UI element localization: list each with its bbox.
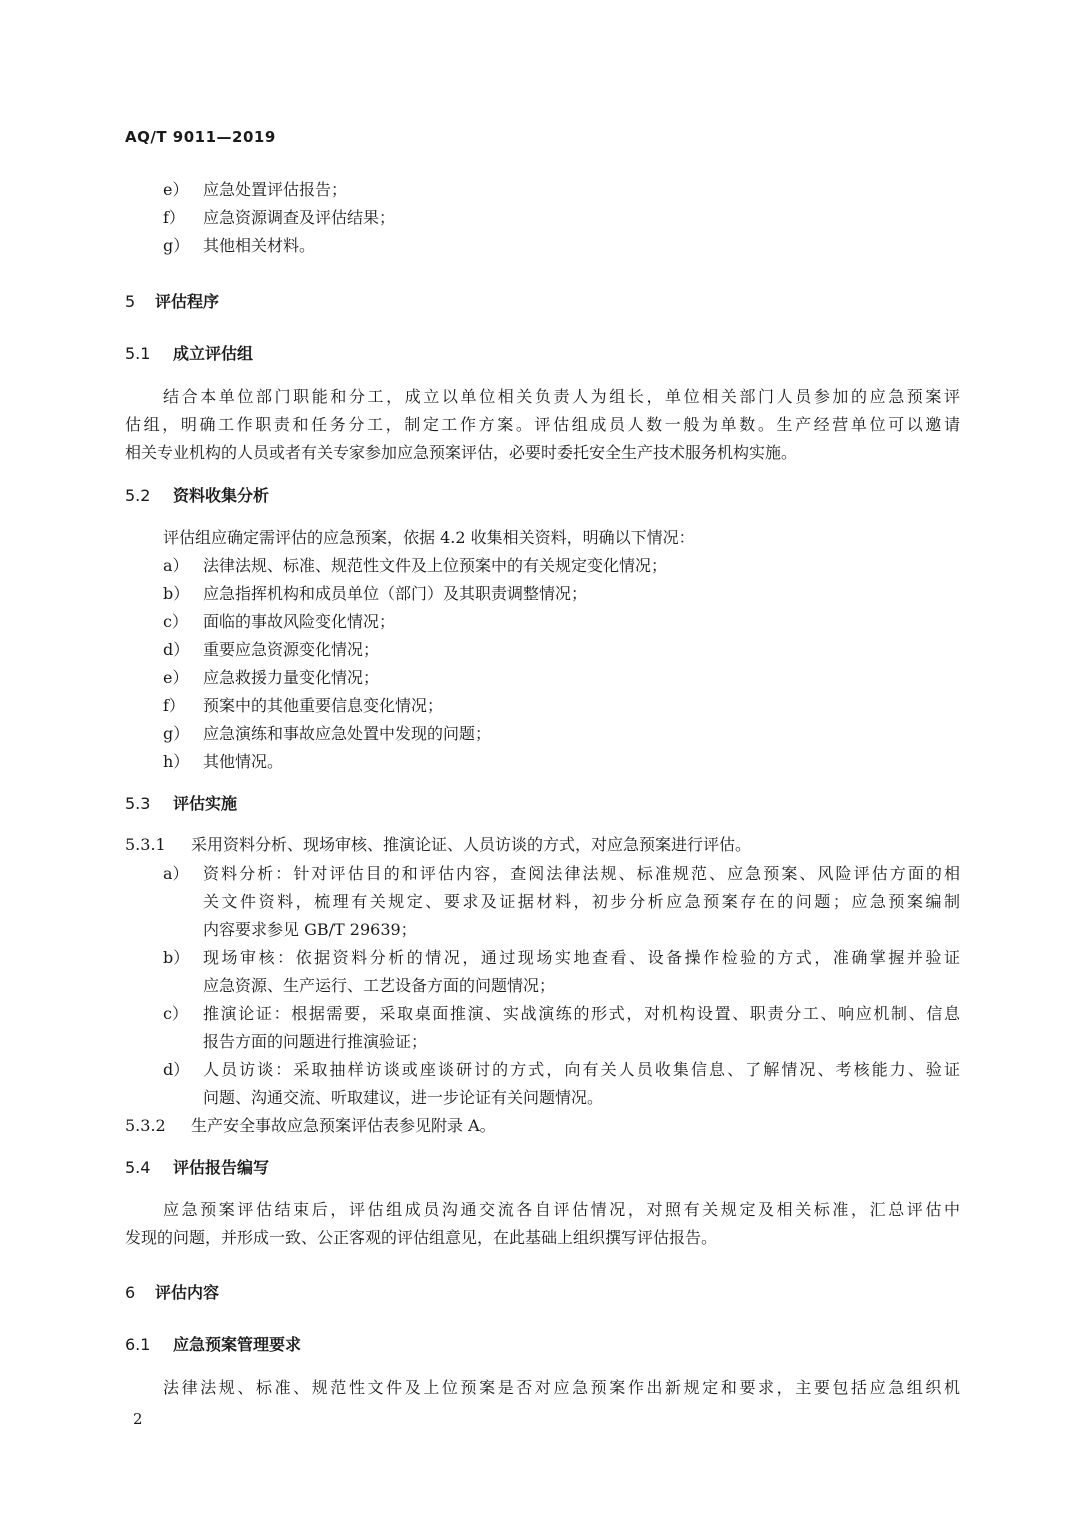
- list-label: f）: [163, 208, 185, 227]
- list-item: [163, 724, 491, 744]
- list-text: 内容要求参见 GB/T 29639；: [203, 920, 417, 939]
- list-text: 应急资源、生产运行、工艺设备方面的问题情况；: [203, 976, 556, 995]
- list-text: 应急处置评估报告；: [203, 180, 348, 199]
- subsection-number: 5.1: [125, 344, 151, 363]
- paragraph-line: 发现的问题，并形成一致、公正客观的评估组意见，在此基础上组织撰写评估报告。: [125, 1228, 718, 1247]
- paragraph-line: 结合本单位部门职能和分工，成立以单位相关负责人为组长，单位相关部门人员参加的应急预案评: [163, 387, 960, 406]
- subsection-title: 评估报告编写: [173, 1158, 270, 1177]
- list-item: [163, 556, 667, 576]
- paragraph-line: 评估组应确定需评估的应急预案，依据 4.2 收集相关资料，明确以下情况：: [163, 528, 695, 547]
- subsection-title: 成立评估组: [173, 344, 254, 363]
- list-label: c）: [163, 1004, 188, 1023]
- clause-number: 5.3.2: [125, 1116, 166, 1135]
- section-number: 6: [125, 1283, 136, 1302]
- list-label: d）: [163, 1060, 190, 1079]
- clause-number: 5.3.1: [125, 835, 166, 854]
- standard-code: AQ/T 9011—2019: [125, 128, 276, 146]
- list-label: b）: [163, 584, 190, 603]
- list-item: [163, 612, 395, 632]
- list-item: [163, 584, 587, 604]
- clause: [125, 1116, 496, 1136]
- clause-text: 采用资料分析、现场审核、推演论证、人员访谈的方式，对应急预案进行评估。: [191, 835, 752, 854]
- list-item: [163, 208, 395, 228]
- list-label: a）: [163, 864, 189, 883]
- paragraph-line: 估组，明确工作职责和任务分工，制定工作方案。评估组成员人数一般为单数。生产经营单位可以邀请: [125, 415, 960, 434]
- list-label: a）: [163, 556, 189, 575]
- list-text: 现场审核：依据资料分析的情况，通过现场实地查看、设备操作检验的方式，准确掌握并验证: [203, 948, 960, 967]
- list-text: 应急救援力量变化情况；: [203, 668, 380, 687]
- paragraph-line: 相关专业机构的人员或者有关专家参加应急预案评估，必要时委托安全生产技术服务机构实施。: [125, 443, 798, 462]
- list-text: 资料分析：针对评估目的和评估内容，查阅法律法规、标准规范、应急预案、风险评估方面的相: [203, 864, 960, 883]
- subsection-number: 5.2: [125, 486, 151, 505]
- list-item: [163, 752, 283, 772]
- subsection-heading: [125, 344, 253, 364]
- list-label: e）: [163, 180, 189, 199]
- subsection-title: 应急预案管理要求: [173, 1335, 302, 1354]
- list-item: [163, 640, 379, 660]
- clause: [125, 835, 751, 855]
- list-text: 预案中的其他重要信息变化情况；: [203, 696, 444, 715]
- subsection-number: 5.4: [125, 1158, 151, 1177]
- list-text: 重要应急资源变化情况；: [203, 640, 380, 659]
- section-title: 评估内容: [155, 1283, 220, 1302]
- list-text: 其他相关材料。: [203, 236, 316, 255]
- list-text: 推演论证：根据需要，采取桌面推演、实战演练的形式，对机构设置、职责分工、响应机制、信息: [203, 1004, 960, 1023]
- list-label: d）: [163, 640, 190, 659]
- section-heading: [125, 292, 219, 312]
- list-label: b）: [163, 948, 190, 967]
- list-text: 法律法规、标准、规范性文件及上位预案中的有关规定变化情况；: [203, 556, 668, 575]
- list-item: [163, 180, 347, 200]
- list-label: c）: [163, 612, 188, 631]
- list-item: [163, 668, 379, 688]
- list-label: e）: [163, 668, 189, 687]
- subsection-title: 评估实施: [173, 794, 238, 813]
- list-item: [163, 696, 443, 716]
- list-label: f）: [163, 696, 185, 715]
- subsection-heading: [125, 1335, 301, 1355]
- subsection-number: 6.1: [125, 1335, 151, 1354]
- list-text: 应急指挥机构和成员单位（部门）及其职责调整情况；: [203, 584, 588, 603]
- list-label: h）: [163, 752, 190, 771]
- list-text: 关文件资料，梳理有关规定、要求及证据材料，初步分析应急预案存在的问题；应急预案编制: [203, 892, 960, 911]
- section-heading: [125, 1283, 219, 1303]
- subsection-heading: [125, 794, 237, 814]
- list-label: g）: [163, 724, 190, 743]
- section-number: 5: [125, 292, 136, 311]
- list-text: 问题、沟通交流、听取建议，进一步论证有关问题情况。: [203, 1088, 604, 1107]
- list-text: 应急资源调查及评估结果；: [203, 208, 396, 227]
- list-text: 面临的事故风险变化情况；: [203, 612, 396, 631]
- subsection-number: 5.3: [125, 794, 151, 813]
- section-title: 评估程序: [155, 292, 220, 311]
- paragraph-line: 应急预案评估结束后，评估组成员沟通交流各自评估情况，对照有关规定及相关标准，汇总评估中: [163, 1200, 960, 1219]
- list-text: 应急演练和事故应急处置中发现的问题；: [203, 724, 492, 743]
- subsection-title: 资料收集分析: [173, 486, 270, 505]
- clause-text: 生产安全事故应急预案评估表参见附录 A。: [191, 1116, 496, 1135]
- paragraph-line: 法律法规、标准、规范性文件及上位预案是否对应急预案作出新规定和要求，主要包括应急组织机: [163, 1378, 960, 1397]
- list-label: g）: [163, 236, 190, 255]
- subsection-heading: [125, 486, 269, 506]
- list-item: [163, 236, 315, 256]
- list-text: 报告方面的问题进行推演验证；: [203, 1032, 428, 1051]
- subsection-heading: [125, 1158, 269, 1178]
- page-number: 2: [133, 1410, 143, 1428]
- list-text: 其他情况。: [203, 752, 284, 771]
- list-text: 人员访谈：采取抽样访谈或座谈研讨的方式，向有关人员收集信息、了解情况、考核能力、验证: [203, 1060, 960, 1079]
